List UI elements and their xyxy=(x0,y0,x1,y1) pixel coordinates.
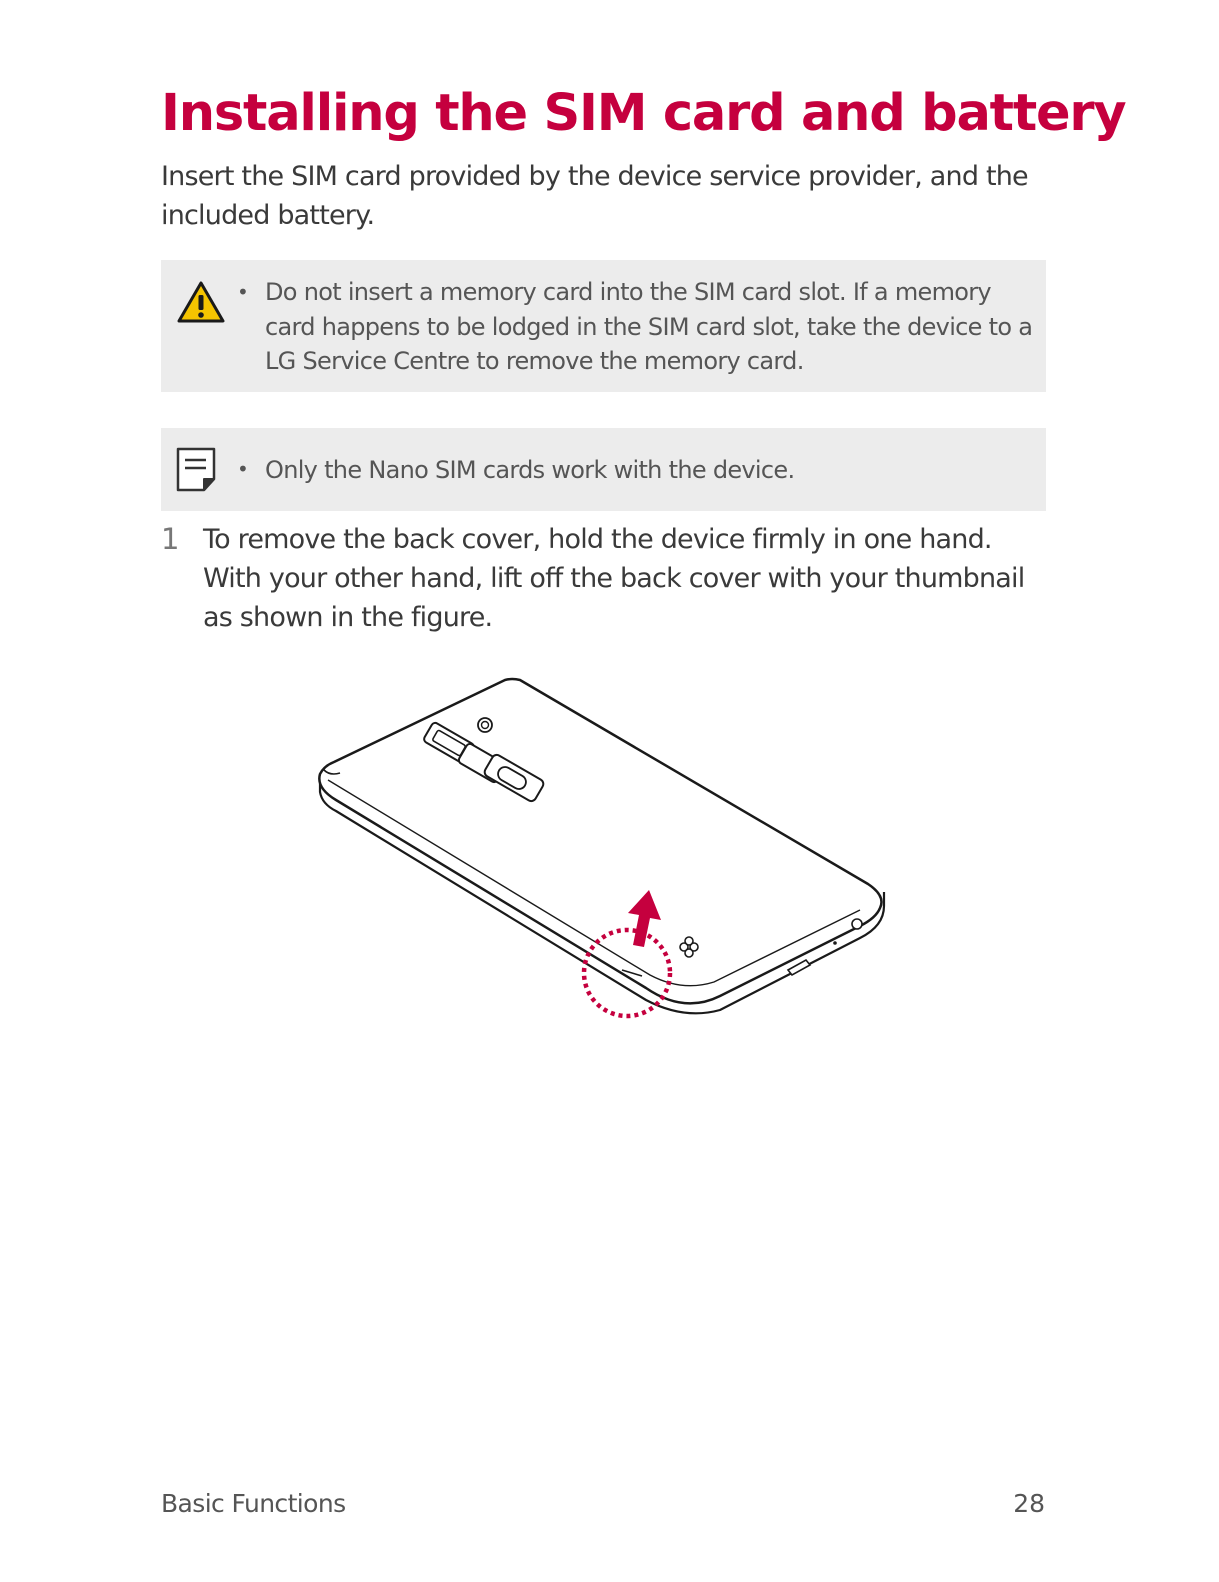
step-number: 1 xyxy=(161,522,180,556)
footer-section-title: Basic Functions xyxy=(161,1489,346,1518)
caution-box xyxy=(161,260,1046,392)
intro-paragraph: Insert the SIM card provided by the device service provider, and the included battery. xyxy=(161,161,1028,231)
phone-back-cover-illustration xyxy=(300,670,900,1030)
step-text: To remove the back cover, hold the device firmly in one hand. With your other hand, lift off the back cover with your thumbnail as shown in the figure. xyxy=(203,524,1025,633)
note-icon xyxy=(175,446,219,498)
warning-icon xyxy=(175,278,227,330)
bullet: • xyxy=(237,280,249,304)
page-number: 28 xyxy=(1013,1489,1045,1518)
bullet: • xyxy=(237,457,249,481)
page-title: Installing the SIM card and battery xyxy=(161,84,1126,143)
note-text: Only the Nano SIM cards work with the device. xyxy=(265,456,795,484)
note-box xyxy=(161,428,1046,511)
caution-text: Do not insert a memory card into the SIM card slot. If a memory card happens to be lodged in the SIM card slot, take the device to a LG Service Centre to remove the memory card. xyxy=(265,278,1033,375)
